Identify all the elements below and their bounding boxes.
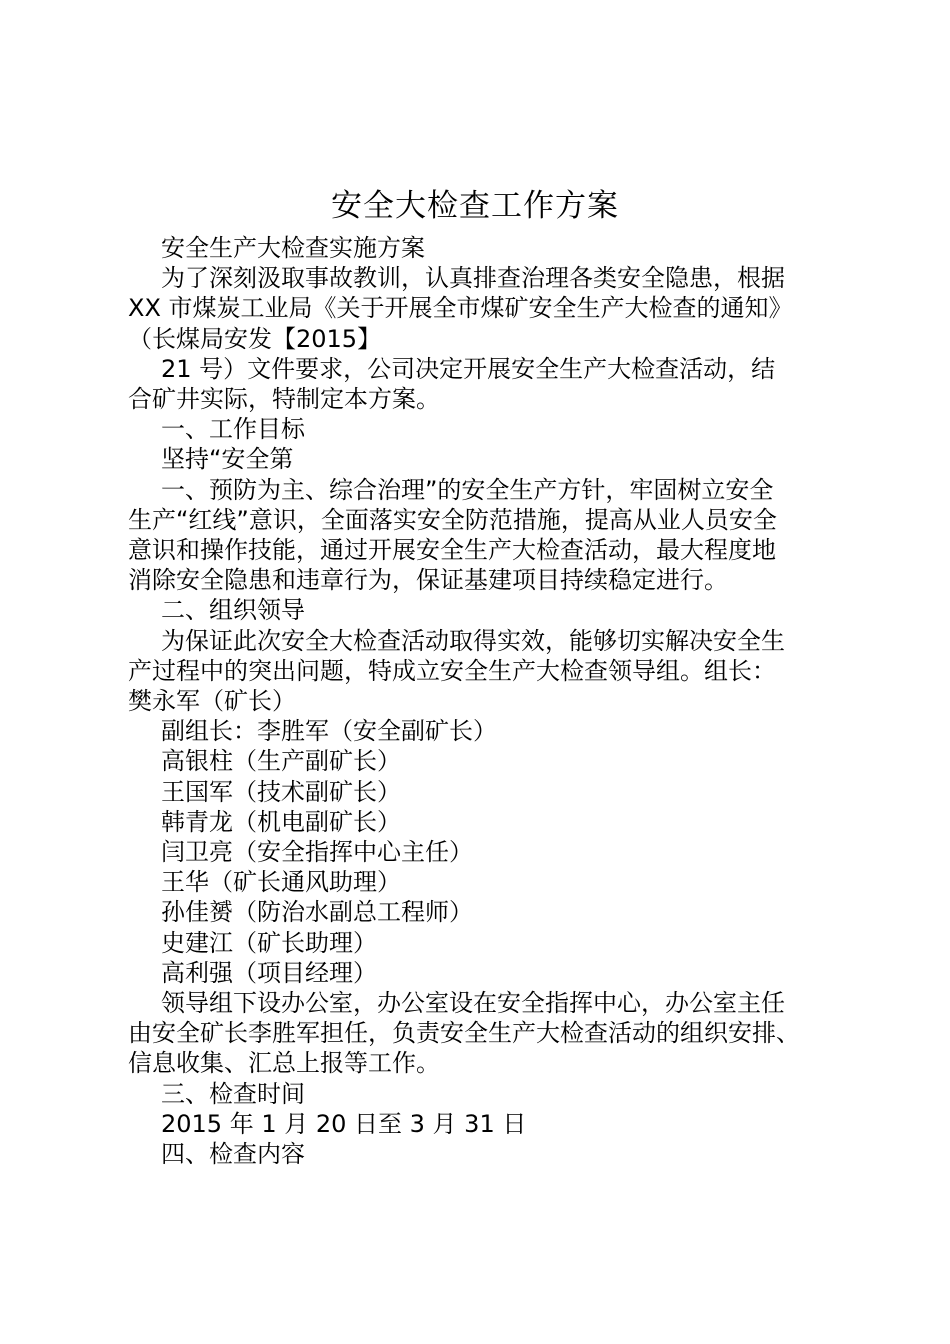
text-line: 三、检查时间 (161, 1079, 305, 1108)
text-line: 消除安全隐患和违章行为，保证基建项目持续稳定进行。 (128, 566, 728, 595)
text-line: 一、预防为主、综合治理”的安全生产方针，牢固树立安全 (161, 475, 774, 504)
text-line: XX 市煤炭工业局《关于开展全市煤矿安全生产大检查的通知》 (128, 294, 793, 323)
text-line: 王华（矿长通风助理） (161, 868, 401, 897)
text-line: 为了深刻汲取事故教训，认真排查治理各类安全隐患，根据 (161, 264, 785, 293)
text-line: 坚持“安全第 (161, 445, 294, 474)
text-line: 副组长：李胜军（安全副矿长） (161, 717, 497, 746)
text-line: 产过程中的突出问题，特成立安全生产大检查领导组。组长： (128, 656, 776, 685)
text-line: 由安全矿长李胜军担任，负责安全生产大检查活动的组织安排、 (128, 1019, 800, 1048)
text-line: 信息收集、汇总上报等工作。 (128, 1049, 440, 1078)
text-line: 为保证此次安全大检查活动取得实效，能够切实解决安全生 (161, 626, 785, 655)
text-line: （长煤局安发【2015】 (128, 324, 382, 353)
text-line: 孙佳赟（防治水副总工程师） (161, 898, 473, 927)
document-body (128, 233, 828, 1169)
text-line: 一、工作目标 (161, 415, 305, 444)
text-line: 安全生产大检查实施方案 (161, 234, 425, 262)
text-line: 韩青龙（机电副矿长） (161, 807, 401, 836)
text-line: 高银柱（生产副矿长） (161, 747, 401, 776)
text-line: 合矿井实际，特制定本方案。 (128, 385, 440, 414)
text-line: 意识和操作技能，通过开展安全生产大检查活动，最大程度地 (128, 536, 776, 565)
text-line: 二、组织领导 (161, 596, 305, 625)
text-line: 领导组下设办公室，办公室设在安全指挥中心，办公室主任 (161, 989, 785, 1018)
document-title: 安全大检查工作方案 (331, 188, 619, 224)
text-line: 闫卫亮（安全指挥中心主任） (161, 838, 473, 867)
text-line: 高利强（项目经理） (161, 958, 377, 987)
text-line: 樊永军（矿长） (128, 687, 296, 716)
text-line: 2015 年 1 月 20 日至 3 月 31 日 (161, 1109, 527, 1138)
text-line: 21 号）文件要求，公司决定开展安全生产大检查活动，结 (161, 354, 776, 383)
text-line: 王国军（技术副矿长） (161, 777, 401, 806)
text-line: 四、检查内容 (161, 1140, 305, 1169)
text-line: 生产“红线”意识，全面落实安全防范措施，提高从业人员安全 (128, 505, 777, 534)
text-line: 史建江（矿长助理） (161, 928, 377, 957)
